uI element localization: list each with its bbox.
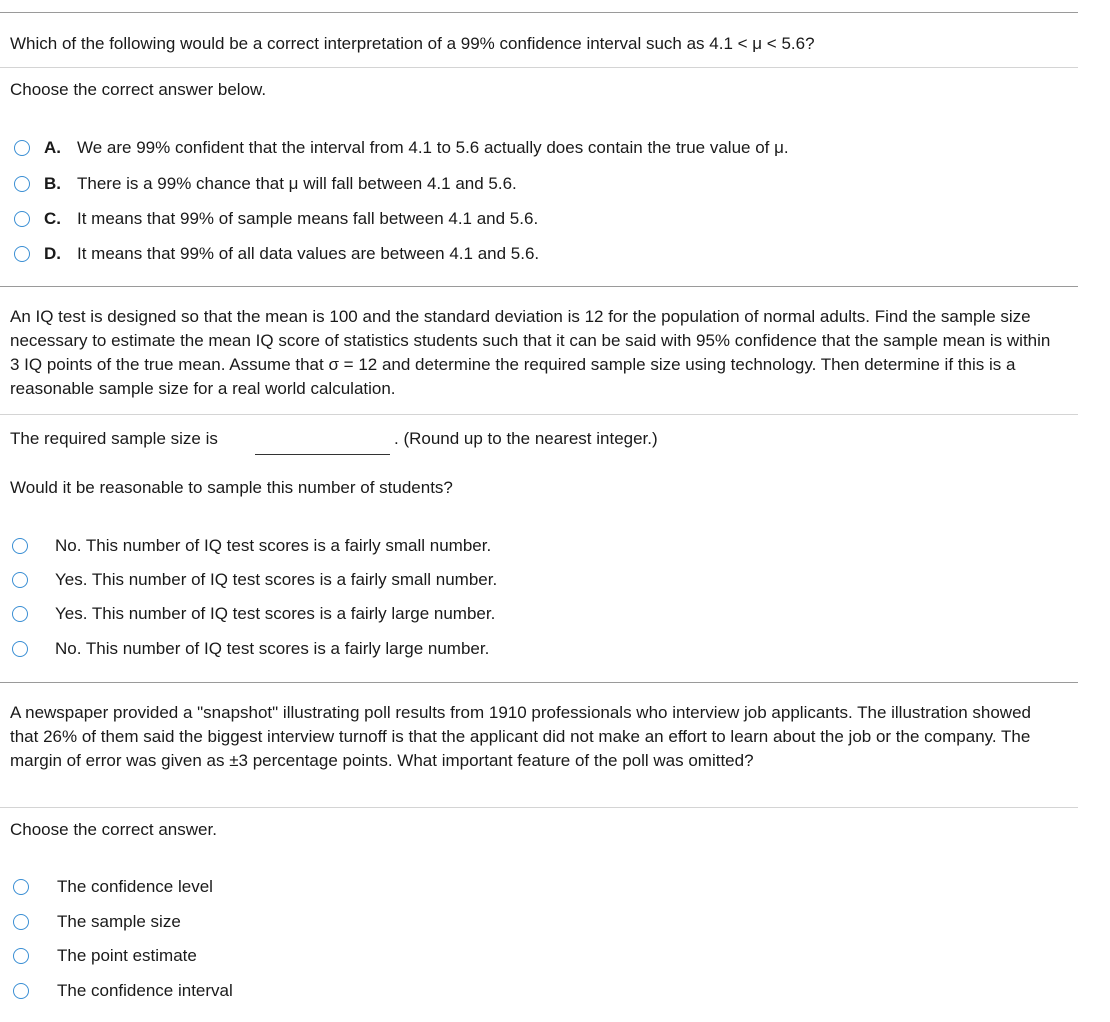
q1-radio-a[interactable] <box>14 140 30 156</box>
q1-option-b-text: There is a 99% chance that μ will fall between 4.1 and 5.6. <box>77 174 517 193</box>
q2-question: An IQ test is designed so that the mean is 100 and the standard deviation is 12 for the population of normal adults. Find the sample size necessary to estimate the mean IQ score of statistics students such that it can be said with 95% confidence that the sample mean is within 3 IQ points of the true mean. Assume that σ = 12 and determine the required sample size using technology. Then determine if this is a reasonable sample size for a real world calculation. <box>10 307 1051 398</box>
q3-option-4-text: The confidence interval <box>57 981 233 1000</box>
q1-instruction: Choose the correct answer below. <box>10 80 267 99</box>
q2-option-2-text: Yes. This number of IQ test scores is a fairly small number. <box>55 570 498 589</box>
top-divider <box>0 12 1078 13</box>
q1-radio-c[interactable] <box>14 211 30 227</box>
q2-radio-3[interactable] <box>12 606 28 622</box>
q2-option-1-text: No. This number of IQ test scores is a fairly small number. <box>55 536 492 555</box>
q3-divider <box>0 807 1078 808</box>
q2-radio-1[interactable] <box>12 538 28 554</box>
q2-divider <box>0 414 1078 415</box>
q2-option-4-text: No. This number of IQ test scores is a fairly large number. <box>55 639 490 658</box>
sample-size-input-box[interactable] <box>255 432 390 455</box>
q2-radio-4[interactable] <box>12 641 28 657</box>
q3-radio-4[interactable] <box>13 983 29 999</box>
q3-option-1-text: The confidence level <box>57 877 213 896</box>
q3-radio-3[interactable] <box>13 948 29 964</box>
q1-option-a-text: We are 99% confident that the interval from 4.1 to 5.6 actually does contain the true value of μ. <box>77 138 789 157</box>
q1-option-c-letter: C. <box>44 209 61 228</box>
q2-sub-question: Would it be reasonable to sample this number of students? <box>10 478 453 497</box>
q2-answer-suffix: . (Round up to the nearest integer.) <box>394 429 658 448</box>
q2-radio-2[interactable] <box>12 572 28 588</box>
q1-option-b-letter: B. <box>44 174 61 193</box>
q3-top-divider <box>0 682 1078 683</box>
q1-divider <box>0 67 1078 68</box>
q1-option-d-text: It means that 99% of all data values are between 4.1 and 5.6. <box>77 244 540 263</box>
q1-question: Which of the following would be a correct interpretation of a 99% confidence interval such as 4.1 < μ < 5.6? <box>10 34 815 53</box>
q3-radio-1[interactable] <box>13 879 29 895</box>
q2-answer-prefix: The required sample size is <box>10 429 218 448</box>
q3-radio-2[interactable] <box>13 914 29 930</box>
sample-size-input[interactable] <box>255 432 394 456</box>
q3-question: A newspaper provided a "snapshot" illustrating poll results from 1910 professionals who interview job applicants. The illustration showed that 26% of them said the biggest interview turnoff is that the applicant did not make an effort to learn about the job or the company. The margin of error was given as ±3 percentage points. What important feature of the poll was omitted? <box>10 703 1031 770</box>
q2-option-3-text: Yes. This number of IQ test scores is a fairly large number. <box>55 604 496 623</box>
q1-radio-b[interactable] <box>14 176 30 192</box>
q1-option-d-letter: D. <box>44 244 61 263</box>
q1-option-c-text: It means that 99% of sample means fall between 4.1 and 5.6. <box>77 209 539 228</box>
q3-option-2-text: The sample size <box>57 912 181 931</box>
q2-top-divider <box>0 286 1078 287</box>
q1-radio-d[interactable] <box>14 246 30 262</box>
q1-option-a-letter: A. <box>44 138 61 157</box>
q3-option-3-text: The point estimate <box>57 946 197 965</box>
q3-instruction: Choose the correct answer. <box>10 820 217 839</box>
